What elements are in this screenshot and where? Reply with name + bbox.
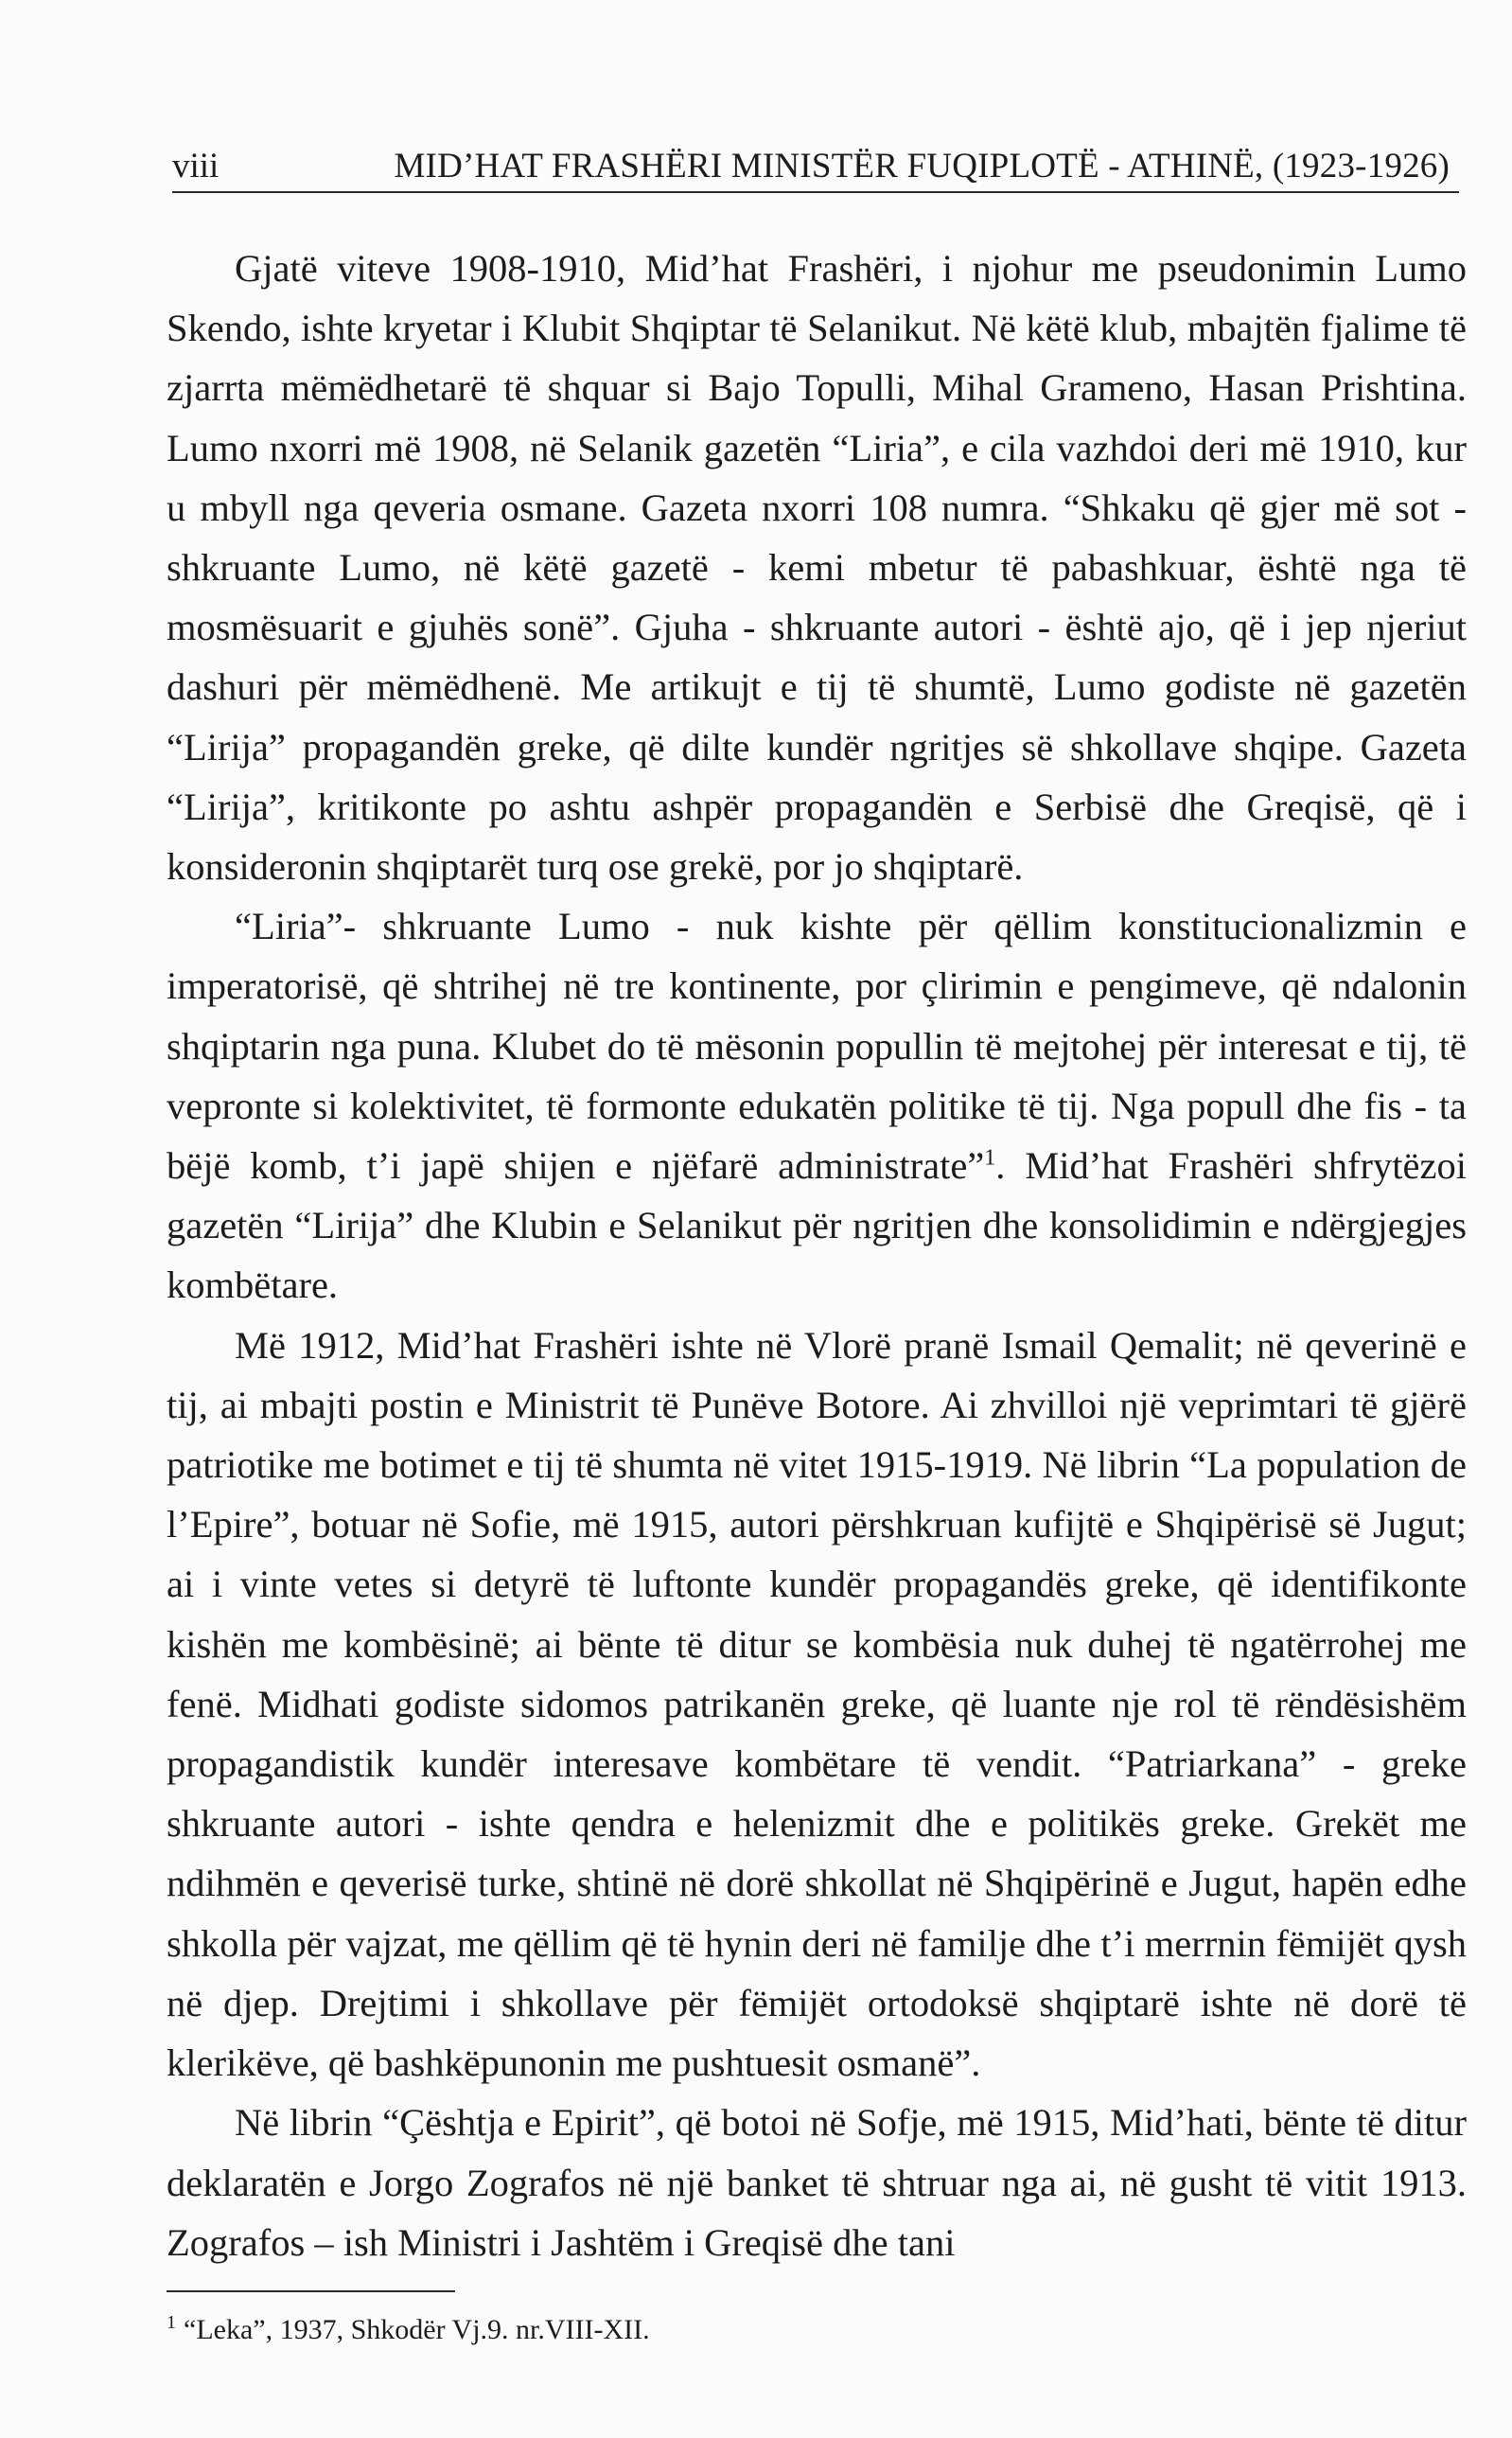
running-title: MID’HAT FRASHËRI MINISTËR FUQIPLOTË - ATHINË, (1923-1926) [394,147,1450,186]
footnote-rule [167,2290,455,2292]
page-number: viii [172,147,220,186]
running-header [172,142,1459,193]
paragraph-4: Në librin “Çështja e Epirit”, që botoi në Sofje, më 1915, Mid’hati, bënte të ditur deklaratën e Jorgo Zografos në një banket të shtruar nga ai, në gusht të vitit 1913. Zografos – ish Ministri i Jashtëm i Greqisë dhe tani [167,2101,1467,2264]
paragraph-2-tail: . Mid’hat Frashëri shfrytëzoi gazetën “Lirija” dhe Klubin e Selanikut për ngritjen dhe konsolidimin e ndërgjegjes kombëtare. [167,1144,1467,1307]
paragraph-3: Më 1912, Mid’hat Frashëri ishte në Vlorë pranë Ismail Qemalit; në qeverinë e tij, ai mbajti postin e Ministrit të Punëve Botore. Ai zhvilloi një veprimtari të gjërë patriotike me botimet e tij të shumta në vitet 1915-1919. Në librin “La population de l’Epire”, botuar në Sofie, më 1915, autori përshkruan kufijtë e Shqipërisë së Jugut; ai i vinte vetes si detyrë të luftonte kundër propagandës greke, që identifikonte kishën me kombësinë; ai bënte të ditur se kombësia nuk duhej të ngatërrohej me fenë. Midhati godiste sidomos patrikanën greke, që luante nje rol të rëndësishëm propagandistik kundër interesave kombëtare të vendit. “Patriarkana” - greke shkruante autori - ishte qendra e helenizmit dhe e politikës greke. Grekët me ndihmën e qeverisë turke, shtinë në dorë shkollat në Shqipërinë e Jugut, hapën edhe shkolla për vajzat, me qëllim që të hynin deri në familje dhe t’i merrnin fëmijët qysh në djep. Drejtimi i shkollave për fëmijët ortodoksë shqiptarë ishte në dorë të klerikëve, që bashkëpunonin me pushtuesit osmanë”. [167,1323,1467,2085]
footnote-reference: 1 [984,1145,996,1171]
paragraph-1: Gjatë viteve 1908-1910, Mid’hat Frashëri, i njohur me pseudonimin Lumo Skendo, ishte kryetar i Klubit Shqiptar të Selanikut. Në këtë klub, mbajtën fjalime të zjarrta mëmëdhetarë të shquar si Bajo Topulli, Mihal Grameno, Hasan Prishtina. Lumo nxorri më 1908, në Selanik gazetën “Liria”, e cila vazhdoi deri më 1910, kur u mbyll nga qeveria osmane. Gazeta nxorri 108 numra. “Shkaku që gjer më sot - shkruante Lumo, në këtë gazetë - kemi mbetur të pabashkuar, është nga të mosmësuarit e gjuhës sonë”. Gjuha - shkruante autori - është ajo, që i jep njeriut dashuri për mëmëdhenë. Me artikujt e tij të shumtë, Lumo godiste në gazetën “Lirija” propagandën greke, që dilte kundër ngritjes së shkollave shqipe. Gazeta “Lirija”, kritikonte po ashtu ashpër propagandën e Serbisë dhe Greqisë, që i konsideronin shqiptarët turq ose grekë, por jo shqiptarë. [167,247,1467,889]
footnote-text: “Leka”, 1937, Shkodër Vj.9. nr.VIII-XII. [184,2314,650,2345]
body-text [167,238,1467,2272]
footnote-marker: 1 [167,2312,176,2333]
paragraph-2 [167,896,1467,1315]
paragraph-2-text: “Liria”- shkruante Lumo - nuk kishte për qëllim konstitucionalizmin e imperatorisë, që shtrihej në tre kontinente, por çlirimin e pengimeve, që ndalonin shqiptarin nga puna. Klubet do të mësonin popullin të mejtohej për interesat e tij, të vepronte si kolektivitet, të formonte edukatën politike të tij. Nga popull dhe fis - ta bëjë komb, t’i japë shijen e njëfarë administrate” [167,905,1467,1188]
footnote [167,2309,1397,2351]
